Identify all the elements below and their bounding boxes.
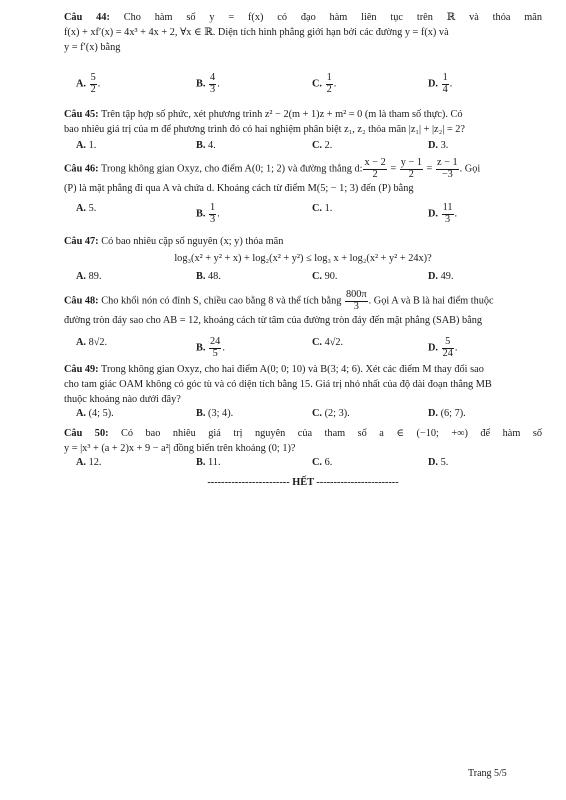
question-text-line: f(x) + xf′(x) = 4x³ + 4x + 2, ∀x ∈ ℝ. Diện tích hình phẳng giới hạn bởi các đường y = f(x) và xyxy=(64,27,449,39)
question-text-line: Có bao nhiêu cặp số nguyên (x; y) thỏa mãn xyxy=(101,236,284,247)
question-text-line: Trên tập hợp số phức, xét phương trình z² − 2(m + 1)z + m² = 0 (m là tham số thực). Có xyxy=(101,109,463,120)
option-a: A. 12. xyxy=(76,457,102,468)
option-d: D. $\frac{1}{4}$ . xyxy=(428,72,453,95)
option-a: A. 89. xyxy=(76,271,102,282)
answer-row xyxy=(76,408,536,426)
option-b: B. (3; 4). xyxy=(196,408,234,419)
option-b: B. 11. xyxy=(196,457,221,468)
question-text-line: Trong không gian Oxyz, cho điểm A(0; 1; 2) và đường thẳng d: xyxy=(101,163,363,175)
fraction: $\frac{z - 1}{-3}$ xyxy=(436,157,458,180)
option-b: B. 4. xyxy=(196,140,216,151)
option-d: D. $\frac{5}{24}$ . xyxy=(428,336,458,359)
question-text-line: Trong không gian Oxyz, cho hai điểm A(0; 0; 10) và B(3; 4; 6). Xét các điểm M thay đổi sao xyxy=(101,364,484,375)
end-marker: ------------------------ HẾT ------------------------ xyxy=(207,477,399,488)
question-label: Câu 46: xyxy=(64,163,99,175)
option-c: C. $\frac{1}{2}$ . xyxy=(312,72,337,95)
fraction: $\frac{y - 1}{2}$ xyxy=(400,157,422,180)
question-label: Câu 50: xyxy=(64,428,109,439)
question-text-line: thuộc khoảng nào dưới đây? xyxy=(64,394,181,406)
question-text-line: bao nhiêu giá trị của m để phương trình đó có hai nghiệm phân biệt z₁, z₂ thỏa mãn |z₁| + |z₂| = 2? xyxy=(64,124,465,136)
option-d: D. 49. xyxy=(428,271,454,282)
page-number: Trang 5/5 xyxy=(468,768,507,779)
question-44 xyxy=(64,10,542,56)
option-d: D. 5. xyxy=(428,457,449,468)
option-c: C. 6. xyxy=(312,457,333,468)
option-c: C. 4√2. xyxy=(312,337,344,348)
option-d: D. 3. xyxy=(428,140,449,151)
fraction: $\frac{800\pi}{3}$ xyxy=(346,289,367,312)
question-text-line: (P) là mặt phẳng đi qua A và chứa d. Khoảng cách từ điểm M(5; − 1; 3) đến (P) bằng xyxy=(64,182,414,194)
option-d: D. (6; 7). xyxy=(428,408,466,419)
answer-row xyxy=(76,457,536,475)
answer-row xyxy=(76,271,536,289)
option-c: C. 1. xyxy=(312,203,333,214)
question-47 xyxy=(64,234,542,249)
question-text-line: đường tròn đáy sao cho AB = 12, khoảng cách từ tâm của đường tròn đáy đến mặt phẳng (SAB) bằng xyxy=(64,314,483,326)
option-a: A. 8√2. xyxy=(76,337,108,348)
answer-row xyxy=(76,336,536,359)
answer-row xyxy=(76,72,536,95)
question-50 xyxy=(64,426,542,456)
option-b: B. $\frac{1}{3}$ . xyxy=(196,202,220,225)
option-d: D. $\frac{11}{3}$ . xyxy=(428,202,458,225)
option-c: C. 90. xyxy=(312,271,338,282)
question-48: Câu 48: Cho khối nón có đỉnh S, chiều cao bằng 8 và thể tích bằng $\frac{800\pi}{3}$ . Gọi A và B là hai điểm thuộc đường tròn đáy sao cho AB = 12, khoảng cách từ tâm của đường tròn đáy đến mặt phẳng (SAB) bằng xyxy=(64,290,542,328)
option-b: B. $\frac{24}{5}$ . xyxy=(196,336,225,359)
option-a: A. (4; 5). xyxy=(76,408,114,419)
option-c: C. 2. xyxy=(312,140,333,151)
formula: log₃(x² + y² + x) + log₂(x² + y²) ≤ log₃ x + log₂(x² + y² + 24x)? xyxy=(174,253,432,264)
question-label: Câu 49: xyxy=(64,364,99,375)
question-label: Câu 47: xyxy=(64,236,99,247)
option-c: C. (2; 3). xyxy=(312,408,350,419)
question-text-line: Cho hàm số y = f(x) có đạo hàm liên tục trên ℝ và thỏa mãn xyxy=(123,12,542,23)
option-a: A. 5. xyxy=(76,203,97,214)
question-text-line: y = |x³ + (a + 2)x + 9 − a²| đồng biến trên khoảng (0; 1)? xyxy=(64,443,296,455)
option-a: A. $\frac{5}{2}$ . xyxy=(76,72,101,95)
question-49 xyxy=(64,362,542,408)
option-b: B. 48. xyxy=(196,271,221,282)
option-a: A. 1. xyxy=(76,140,97,151)
question-46: Câu 46: Trong không gian Oxyz, cho điểm A(0; 1; 2) và đường thẳng d: $\frac{x - 2}{2}$ = $\frac{y - 1}{2}$ = $\frac{z - 1}{-3}$ . Gọi (P) là mặt phẳng đi qua A và chứa d. Khoảng cách từ điểm M(5; − 1; 3) đến (P) bằng xyxy=(64,158,542,196)
question-label: Câu 44: xyxy=(64,12,110,23)
answer-row xyxy=(76,202,536,225)
question-text-line: y = f′(x) bằng xyxy=(64,42,121,54)
question-label: Câu 48: xyxy=(64,295,99,307)
fraction: $\frac{x - 2}{2}$ xyxy=(364,157,386,180)
question-text-line: Cho khối nón có đỉnh S, chiều cao bằng 8 và thể tích bằng xyxy=(101,295,342,307)
option-b: B. $\frac{4}{3}$ . xyxy=(196,72,220,95)
question-text-line: cho tam giác OAM không có góc tù và có diện tích bằng 15. Giá trị nhỏ nhất của độ dài đoạn thẳng MB xyxy=(64,379,492,391)
question-text-line: Có bao nhiêu giá trị nguyên của tham số a ∈ (−10; +∞) để hàm số xyxy=(121,428,542,439)
answer-row xyxy=(76,140,536,158)
question-label: Câu 45: xyxy=(64,109,99,120)
question-45 xyxy=(64,107,542,137)
